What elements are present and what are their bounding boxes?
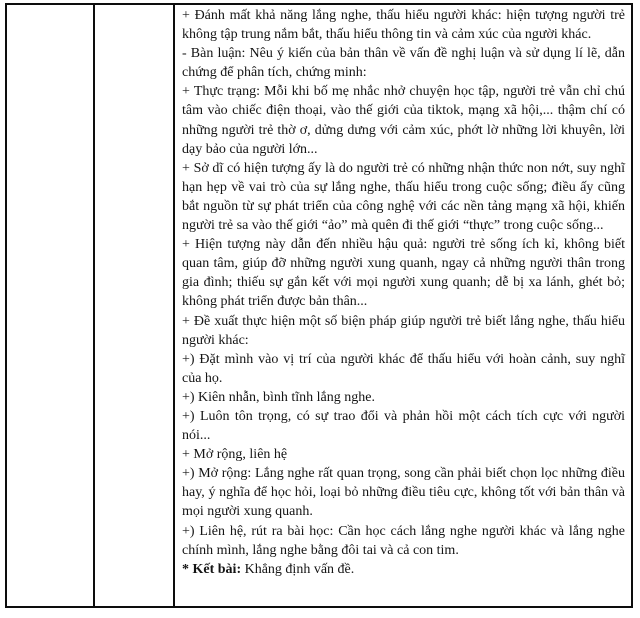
answer-rubric-table — [5, 3, 633, 608]
paragraph-bold-label: * Kết bài: — [182, 561, 242, 577]
paragraph: +) Liên hệ, rút ra bài học: Cần học cách lắng nghe người khác và lắng nghe chính mình, lắng nghe bằng đôi tai và cả con tim. — [182, 523, 625, 558]
answer-content-cell — [174, 4, 632, 607]
paragraph: * Kết bài: Khẳng định vấn đề. — [182, 561, 355, 577]
paragraph: +) Luôn tôn trọng, có sự trao đổi và phản hồi một cách tích cực với người nói... — [182, 408, 625, 444]
table-row — [6, 4, 632, 607]
paragraph: + Hiện tượng này dẫn đến nhiều hậu quả: người trẻ sống ích kỉ, không biết quan tâm, giúp đỡ những người xung quanh, ngay cả những người thân trong gia đình; thiếu sự gắn kết với mọi người xung quanh; dễ bị xa lánh, ghét bỏ; không phát triển được bản thân... — [182, 237, 625, 310]
answer-content — [182, 6, 625, 579]
paragraph: + Đề xuất thực hiện một số biện pháp giúp người trẻ biết lắng nghe, thấu hiểu người khác: — [182, 313, 625, 348]
paragraph: +) Đặt mình vào vị trí của người khác để thấu hiểu với hoàn cảnh, suy nghĩ của họ. — [182, 351, 625, 386]
paragraph: +) Kiên nhẫn, bình tĩnh lắng nghe. — [182, 389, 375, 405]
paragraph: + Đánh mất khả năng lắng nghe, thấu hiểu người khác: hiện tượng người trẻ không tập trung nắm bắt, thấu hiểu thông tin và cảm xúc của người khác. — [182, 8, 625, 43]
paragraph: + Mở rộng, liên hệ — [182, 447, 288, 463]
paragraph: +) Mở rộng: Lắng nghe rất quan trọng, song cần phải biết chọn lọc những điều hay, ý nghĩa để học hỏi, loại bỏ những điều tiêu cực, không tốt với bản thân và mọi người xung quanh. — [182, 466, 625, 520]
score-column-cell — [94, 4, 174, 607]
paragraph: + Sở dĩ có hiện tượng ấy là do người trẻ có những nhận thức non nớt, suy nghĩ hạn hẹp về vai trò của sự lắng nghe, thấu hiểu trong cuộc sống; điều ấy cũng bắt nguồn từ sự phát triển của công nghệ với các nền tảng mạng xã hội, khiến người trẻ sa vào thế giới “ảo” mà quên đi thế giới “thực” trong cuộc sống... — [182, 160, 625, 234]
paragraph: - Bàn luận: Nêu ý kiến của bản thân về vấn đề nghị luận và sử dụng lí lẽ, dẫn chứng để phân tích, chứng minh: — [182, 46, 625, 81]
question-column-cell — [6, 4, 94, 607]
paragraph: + Thực trạng: Mỗi khi bố mẹ nhắc nhở chuyện học tập, người trẻ vẫn chỉ chú tâm vào chiếc điện thoại, vào thế giới của tiktok, mạng xã hội,... thậm chí có những người trẻ thờ ơ, dửng dưng với cảm xúc, phớt lờ những lời khuyên, lời dạy bảo của người lớn... — [182, 84, 625, 157]
